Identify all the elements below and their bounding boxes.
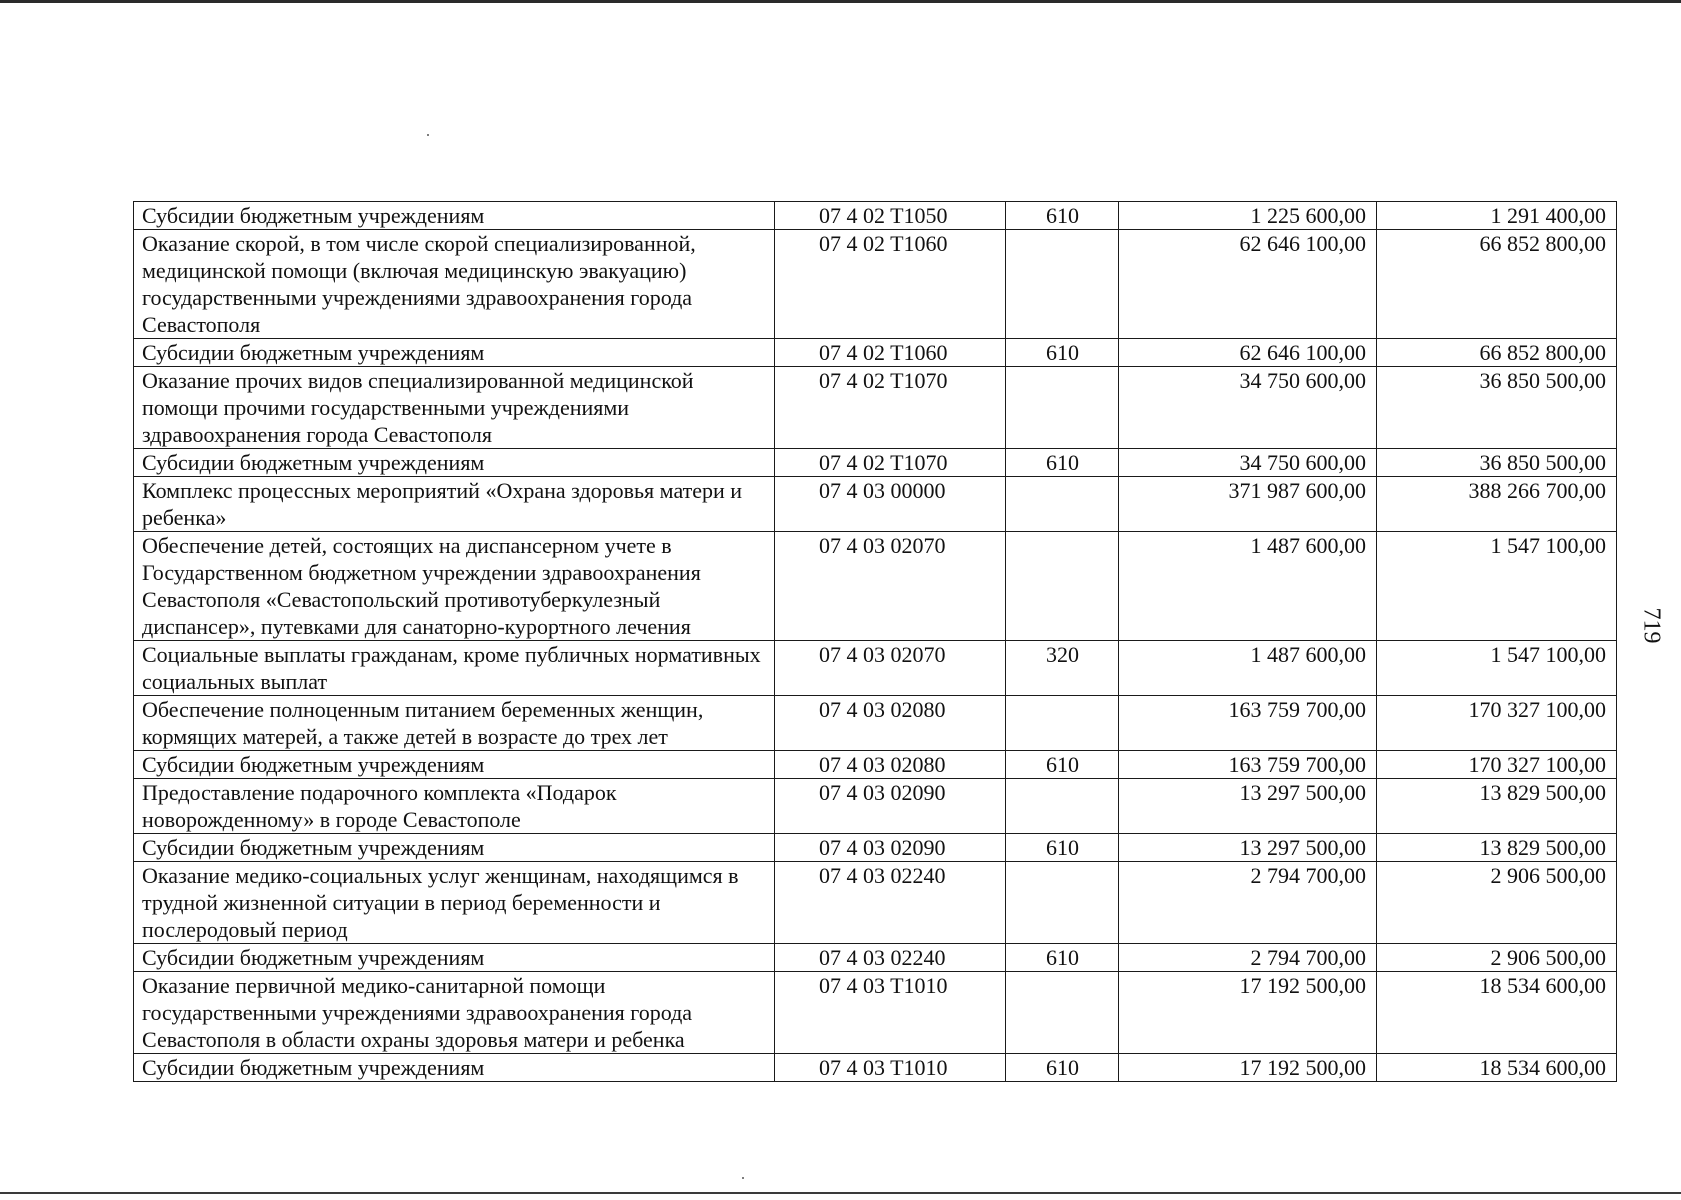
scan-speck	[742, 1177, 744, 1179]
cell-amount-year-1: 13 297 500,00	[1119, 779, 1377, 834]
budget-table	[133, 201, 1617, 1082]
cell-name: Обеспечение полноценным питанием беременных женщин, кормящих матерей, а также детей в возрасте до трех лет	[134, 696, 775, 751]
cell-name: Оказание прочих видов специализированной медицинской помощи прочими государственными учреждениями здравоохранения города Севастополя	[134, 367, 775, 449]
table-row	[134, 751, 1617, 779]
table-row	[134, 230, 1617, 339]
cell-amount-year-1: 371 987 600,00	[1119, 477, 1377, 532]
cell-amount-year-2: 13 829 500,00	[1377, 834, 1617, 862]
table-row	[134, 944, 1617, 972]
cell-amount-year-2: 13 829 500,00	[1377, 779, 1617, 834]
table-row	[134, 367, 1617, 449]
cell-expense-type: 320	[1006, 641, 1119, 696]
cell-amount-year-1: 62 646 100,00	[1119, 339, 1377, 367]
page-number: 719	[1638, 607, 1665, 644]
cell-name: Оказание скорой, в том числе скорой специализированной, медицинской помощи (включая медицинскую эвакуацию) государственными учреждениями здравоохранения города Севастополя	[134, 230, 775, 339]
cell-name: Комплекс процессных мероприятий «Охрана здоровья матери и ребенка»	[134, 477, 775, 532]
cell-amount-year-1: 1 487 600,00	[1119, 532, 1377, 641]
cell-target-code: 07 4 02 T1070	[775, 367, 1006, 449]
cell-name: Субсидии бюджетным учреждениям	[134, 339, 775, 367]
cell-amount-year-2: 18 534 600,00	[1377, 972, 1617, 1054]
cell-target-code: 07 4 03 02080	[775, 751, 1006, 779]
cell-target-code: 07 4 03 02070	[775, 641, 1006, 696]
cell-expense-type	[1006, 230, 1119, 339]
cell-expense-type: 610	[1006, 449, 1119, 477]
cell-target-code: 07 4 02 T1070	[775, 449, 1006, 477]
cell-target-code: 07 4 03 02080	[775, 696, 1006, 751]
cell-name: Субсидии бюджетным учреждениям	[134, 449, 775, 477]
cell-target-code: 07 4 02 T1060	[775, 339, 1006, 367]
cell-amount-year-2: 170 327 100,00	[1377, 696, 1617, 751]
cell-amount-year-1: 163 759 700,00	[1119, 751, 1377, 779]
cell-name: Предоставление подарочного комплекта «Подарок новорожденному» в городе Севастополе	[134, 779, 775, 834]
cell-amount-year-2: 1 291 400,00	[1377, 202, 1617, 230]
cell-expense-type	[1006, 477, 1119, 532]
cell-amount-year-2: 1 547 100,00	[1377, 641, 1617, 696]
table-row	[134, 202, 1617, 230]
cell-expense-type	[1006, 367, 1119, 449]
table-row	[134, 339, 1617, 367]
cell-amount-year-2: 66 852 800,00	[1377, 230, 1617, 339]
cell-expense-type	[1006, 972, 1119, 1054]
cell-expense-type: 610	[1006, 339, 1119, 367]
cell-expense-type	[1006, 532, 1119, 641]
table-row	[134, 477, 1617, 532]
cell-amount-year-2: 170 327 100,00	[1377, 751, 1617, 779]
scan-border-top	[0, 0, 1681, 3]
cell-name: Субсидии бюджетным учреждениям	[134, 751, 775, 779]
cell-amount-year-1: 163 759 700,00	[1119, 696, 1377, 751]
cell-amount-year-1: 1 225 600,00	[1119, 202, 1377, 230]
cell-expense-type	[1006, 696, 1119, 751]
cell-amount-year-2: 388 266 700,00	[1377, 477, 1617, 532]
cell-target-code: 07 4 03 02240	[775, 862, 1006, 944]
cell-amount-year-1: 34 750 600,00	[1119, 367, 1377, 449]
cell-name: Субсидии бюджетным учреждениям	[134, 202, 775, 230]
cell-expense-type	[1006, 862, 1119, 944]
cell-expense-type: 610	[1006, 202, 1119, 230]
budget-table-body	[134, 202, 1617, 1082]
cell-target-code: 07 4 02 T1050	[775, 202, 1006, 230]
cell-amount-year-2: 36 850 500,00	[1377, 449, 1617, 477]
cell-amount-year-2: 18 534 600,00	[1377, 1054, 1617, 1082]
cell-target-code: 07 4 03 02090	[775, 779, 1006, 834]
cell-amount-year-2: 2 906 500,00	[1377, 944, 1617, 972]
cell-expense-type: 610	[1006, 944, 1119, 972]
cell-target-code: 07 4 03 02070	[775, 532, 1006, 641]
table-row	[134, 862, 1617, 944]
cell-expense-type: 610	[1006, 1054, 1119, 1082]
table-row	[134, 1054, 1617, 1082]
cell-amount-year-1: 17 192 500,00	[1119, 1054, 1377, 1082]
cell-amount-year-2: 66 852 800,00	[1377, 339, 1617, 367]
cell-name: Субсидии бюджетным учреждениям	[134, 834, 775, 862]
cell-amount-year-1: 1 487 600,00	[1119, 641, 1377, 696]
cell-target-code: 07 4 03 T1010	[775, 1054, 1006, 1082]
cell-amount-year-1: 2 794 700,00	[1119, 862, 1377, 944]
cell-target-code: 07 4 03 02240	[775, 944, 1006, 972]
cell-name: Оказание медико-социальных услуг женщинам, находящимся в трудной жизненной ситуации в период беременности и послеродовый период	[134, 862, 775, 944]
table-row	[134, 696, 1617, 751]
table-row	[134, 834, 1617, 862]
cell-amount-year-2: 1 547 100,00	[1377, 532, 1617, 641]
table-row	[134, 449, 1617, 477]
cell-name: Социальные выплаты гражданам, кроме публичных нормативных социальных выплат	[134, 641, 775, 696]
table-row	[134, 532, 1617, 641]
cell-amount-year-1: 13 297 500,00	[1119, 834, 1377, 862]
table-row	[134, 641, 1617, 696]
table-row	[134, 779, 1617, 834]
scan-speck	[427, 134, 429, 136]
cell-amount-year-1: 2 794 700,00	[1119, 944, 1377, 972]
cell-target-code: 07 4 03 T1010	[775, 972, 1006, 1054]
cell-amount-year-1: 17 192 500,00	[1119, 972, 1377, 1054]
cell-name: Субсидии бюджетным учреждениям	[134, 944, 775, 972]
cell-name: Оказание первичной медико-санитарной помощи государственными учреждениями здравоохранения города Севастополя в области охраны здоровья матери и ребенка	[134, 972, 775, 1054]
cell-amount-year-2: 2 906 500,00	[1377, 862, 1617, 944]
scan-border-bottom	[0, 1192, 1681, 1194]
cell-amount-year-1: 62 646 100,00	[1119, 230, 1377, 339]
cell-name: Субсидии бюджетным учреждениям	[134, 1054, 775, 1082]
cell-expense-type	[1006, 779, 1119, 834]
cell-amount-year-1: 34 750 600,00	[1119, 449, 1377, 477]
cell-target-code: 07 4 03 02090	[775, 834, 1006, 862]
cell-expense-type: 610	[1006, 834, 1119, 862]
table-row	[134, 972, 1617, 1054]
cell-amount-year-2: 36 850 500,00	[1377, 367, 1617, 449]
cell-target-code: 07 4 03 00000	[775, 477, 1006, 532]
cell-expense-type: 610	[1006, 751, 1119, 779]
cell-target-code: 07 4 02 T1060	[775, 230, 1006, 339]
cell-name: Обеспечение детей, состоящих на диспансерном учете в Государственном бюджетном учреждении здравоохранения Севастополя «Севастопольский противотуберкулезный диспансер», путевками для санаторно-курортного лечения	[134, 532, 775, 641]
